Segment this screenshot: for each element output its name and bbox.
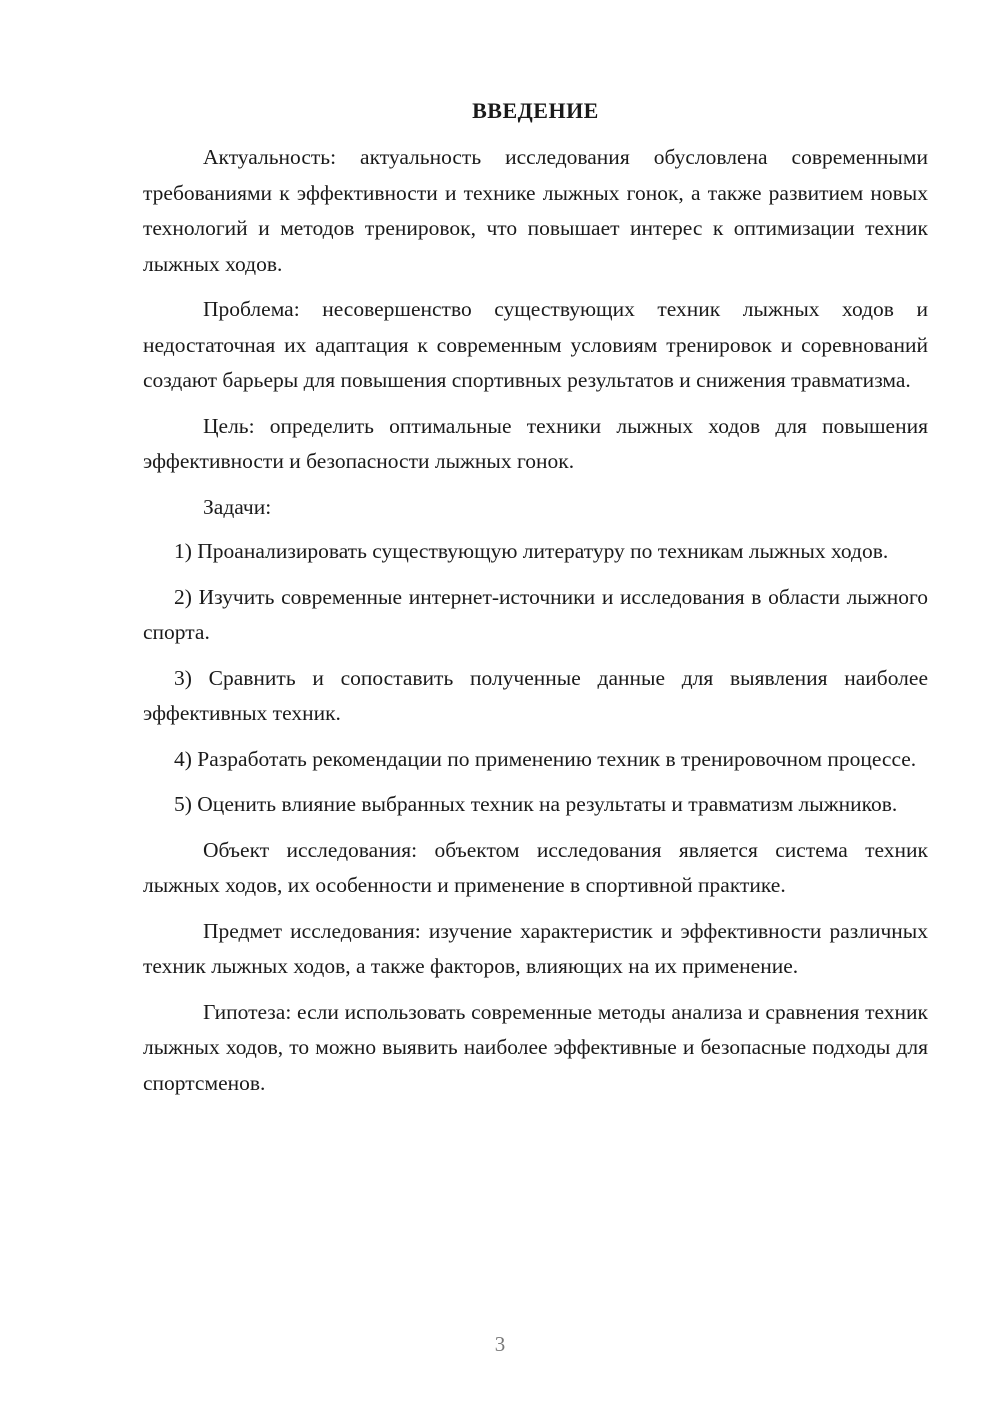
task-item-3: 3) Сравнить и сопоставить полученные данные для выявления наиболее эффективных техник. bbox=[143, 665, 928, 725]
goal-paragraph: Цель: определить оптимальные техники лыжных ходов для повышения эффективности и безопасности лыжных гонок. bbox=[143, 413, 928, 473]
page-number: 3 bbox=[494, 1332, 506, 1356]
task-item-2: 2) Изучить современные интернет-источники и исследования в области лыжного спорта. bbox=[143, 584, 928, 644]
subject-paragraph: Предмет исследования: изучение характеристик и эффективности различных техник лыжных ходов, а также факторов, влияющих на их применение. bbox=[143, 918, 928, 978]
object-paragraph: Объект исследования: объектом исследования является система техник лыжных ходов, их особенности и применение в спортивной практике. bbox=[143, 837, 928, 897]
task-item-1: 1) Проанализировать существующую литературу по техникам лыжных ходов. bbox=[174, 539, 889, 563]
task-item-4: 4) Разработать рекомендации по применению техник в тренировочном процессе. bbox=[174, 746, 917, 771]
hypothesis-paragraph: Гипотеза: если использовать современные методы анализа и сравнения техник лыжных ходов, то можно выявить наиболее эффективные и безопасные подходы для спортсменов. bbox=[143, 999, 928, 1095]
tasks-label: Задачи: bbox=[203, 494, 272, 519]
actuality-paragraph: Актуальность: актуальность исследования обусловлена современными требованиями к эффективности и технике лыжных гонок, а также развитием новых технологий и методов тренировок, что повышает интерес к оптимизации техник лыжных ходов. bbox=[143, 145, 928, 276]
problem-paragraph: Проблема: несовершенство существующих техник лыжных ходов и недостаточная их адаптация к современным условиям тренировок и соревнований создают барьеры для повышения спортивных результатов и снижения травматизма. bbox=[143, 297, 928, 392]
task-item-5: 5) Оценить влияние выбранных техник на результаты и травматизм лыжников. bbox=[174, 792, 898, 816]
document-page bbox=[143, 96, 928, 1111]
page-title: ВВЕДЕНИЕ bbox=[472, 98, 599, 123]
